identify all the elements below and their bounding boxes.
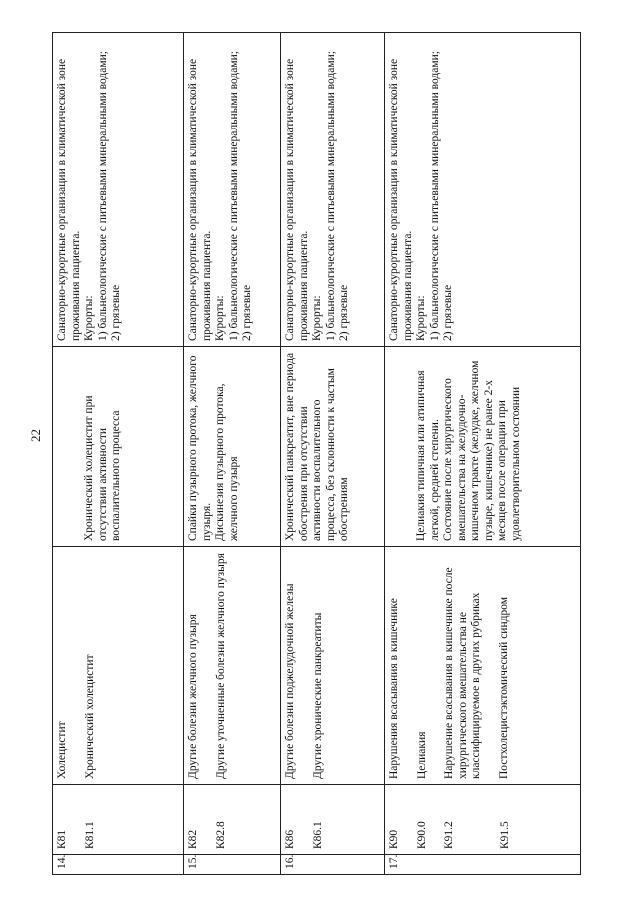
disease-name: Другие болезни поджелудочной железы: [284, 583, 296, 779]
row-number: 16.: [281, 855, 385, 875]
icd-code-cell: [385, 785, 581, 855]
disease-name: Другие болезни желчного пузыря: [187, 614, 199, 779]
disease-name: Нарушения всасывания в кишечнике: [388, 598, 400, 779]
disease-name: Нарушение всасывания в кишечнике после хирургического вмешательства не классифицируемое в других рубриках: [443, 567, 482, 779]
row-number: 14.: [53, 855, 184, 875]
icd-code-cell: [184, 785, 281, 855]
disease-name: Целиакия: [415, 731, 428, 779]
disease-name-cell: [53, 547, 184, 785]
resort-text: 1) бальнеологические с питьевыми минеральными водами;: [428, 50, 441, 341]
icd-code: К81.1: [83, 821, 96, 849]
condition-cell: [53, 347, 184, 547]
icd-code: К86.1: [311, 821, 324, 849]
resort-text: Курорты:: [311, 295, 323, 341]
icd-code-cell: [53, 785, 184, 855]
resort-cell: [53, 33, 184, 347]
condition-cell: [281, 347, 385, 547]
row-number: 17.: [385, 855, 581, 875]
icd-code: К81: [56, 829, 68, 849]
rotated-table-wrapper: [52, 33, 580, 875]
condition-text: Дискинезия пузырного протока, желчного пузыря: [214, 383, 240, 541]
table-row: [281, 33, 385, 875]
resort-text: 2) грязевые: [110, 284, 122, 341]
resort-text: Курорты:: [415, 295, 427, 341]
icd-code: К91.2: [443, 821, 455, 849]
resort-indications-table: [52, 32, 581, 875]
disease-name-cell: [184, 547, 281, 785]
resort-cell: [385, 33, 581, 347]
disease-name: Другие уточненные болезни желчного пузыря: [214, 553, 227, 779]
condition-text: Хронический холецистит при отсутствии активности воспалительного процесса: [83, 395, 122, 541]
condition-cell: [184, 347, 281, 547]
disease-name-cell: [385, 547, 581, 785]
page-number: 22: [28, 429, 43, 442]
icd-code: К91.5: [498, 821, 511, 849]
condition-cell: [385, 347, 581, 547]
resort-text: Курорты:: [83, 295, 95, 341]
resort-text: 1) бальнеологические с питьевыми минеральными водами;: [96, 50, 109, 341]
table-row: [184, 33, 281, 875]
icd-code: К82: [187, 829, 199, 849]
resort-text: 2) грязевые: [241, 284, 253, 341]
condition-text: Состояние после хирургического вмешательства на желудочно-кишечном тракте (желудке, желчном пузыре, кишечнике) не ранее 2-х месяцев после операции при удовлетворительном состоянии: [442, 360, 522, 541]
resort-cell: [184, 33, 281, 347]
row-number: 15.: [184, 855, 281, 875]
resort-text: 2) грязевые: [338, 284, 350, 341]
disease-name: Постхолецистэктомический синдром: [497, 596, 510, 779]
resort-text: Санаторно-курортные организации в климатической зоне проживания пациента.: [284, 58, 310, 341]
condition-text: Целиакия типичная или атипичная легкой, средней степени.: [415, 370, 441, 541]
condition-text: [56, 352, 69, 541]
table-row: [385, 33, 581, 875]
resort-text: Курорты:: [214, 295, 226, 341]
table-row: [53, 33, 184, 875]
condition-text: Хронический панкреатит, вне периода обострения при отсутствии активности воспалительного процесса, без склонности к частым обострениям: [284, 352, 350, 541]
resort-text: Санаторно-курортные организации в климатической зоне проживания пациента.: [187, 58, 213, 341]
disease-name: Холецистит: [56, 721, 68, 779]
icd-code-cell: [281, 785, 385, 855]
resort-cell: [281, 33, 385, 347]
resort-text: 1) бальнеологические с питьевыми минеральными водами;: [227, 50, 240, 341]
resort-text: 2) грязевые: [442, 284, 454, 341]
icd-code: К82.8: [214, 821, 227, 849]
disease-name: Другие хронические панкреатиты: [311, 612, 324, 779]
resort-text: 1) бальнеологические с питьевыми минеральными водами;: [324, 50, 337, 341]
resort-text: Санаторно-курортные организации в климатической зоне проживания пациента.: [56, 58, 82, 341]
resort-text: Санаторно-курортные организации в климатической зоне проживания пациента.: [388, 58, 414, 341]
icd-code: К86: [284, 829, 296, 849]
disease-name: Хронический холецистит: [83, 654, 96, 779]
disease-name-cell: [281, 547, 385, 785]
icd-code: К90.0: [415, 821, 428, 849]
icd-code: К90: [388, 829, 400, 849]
condition-text: Спайки пузырного протока, желчного пузыря.: [187, 355, 213, 541]
